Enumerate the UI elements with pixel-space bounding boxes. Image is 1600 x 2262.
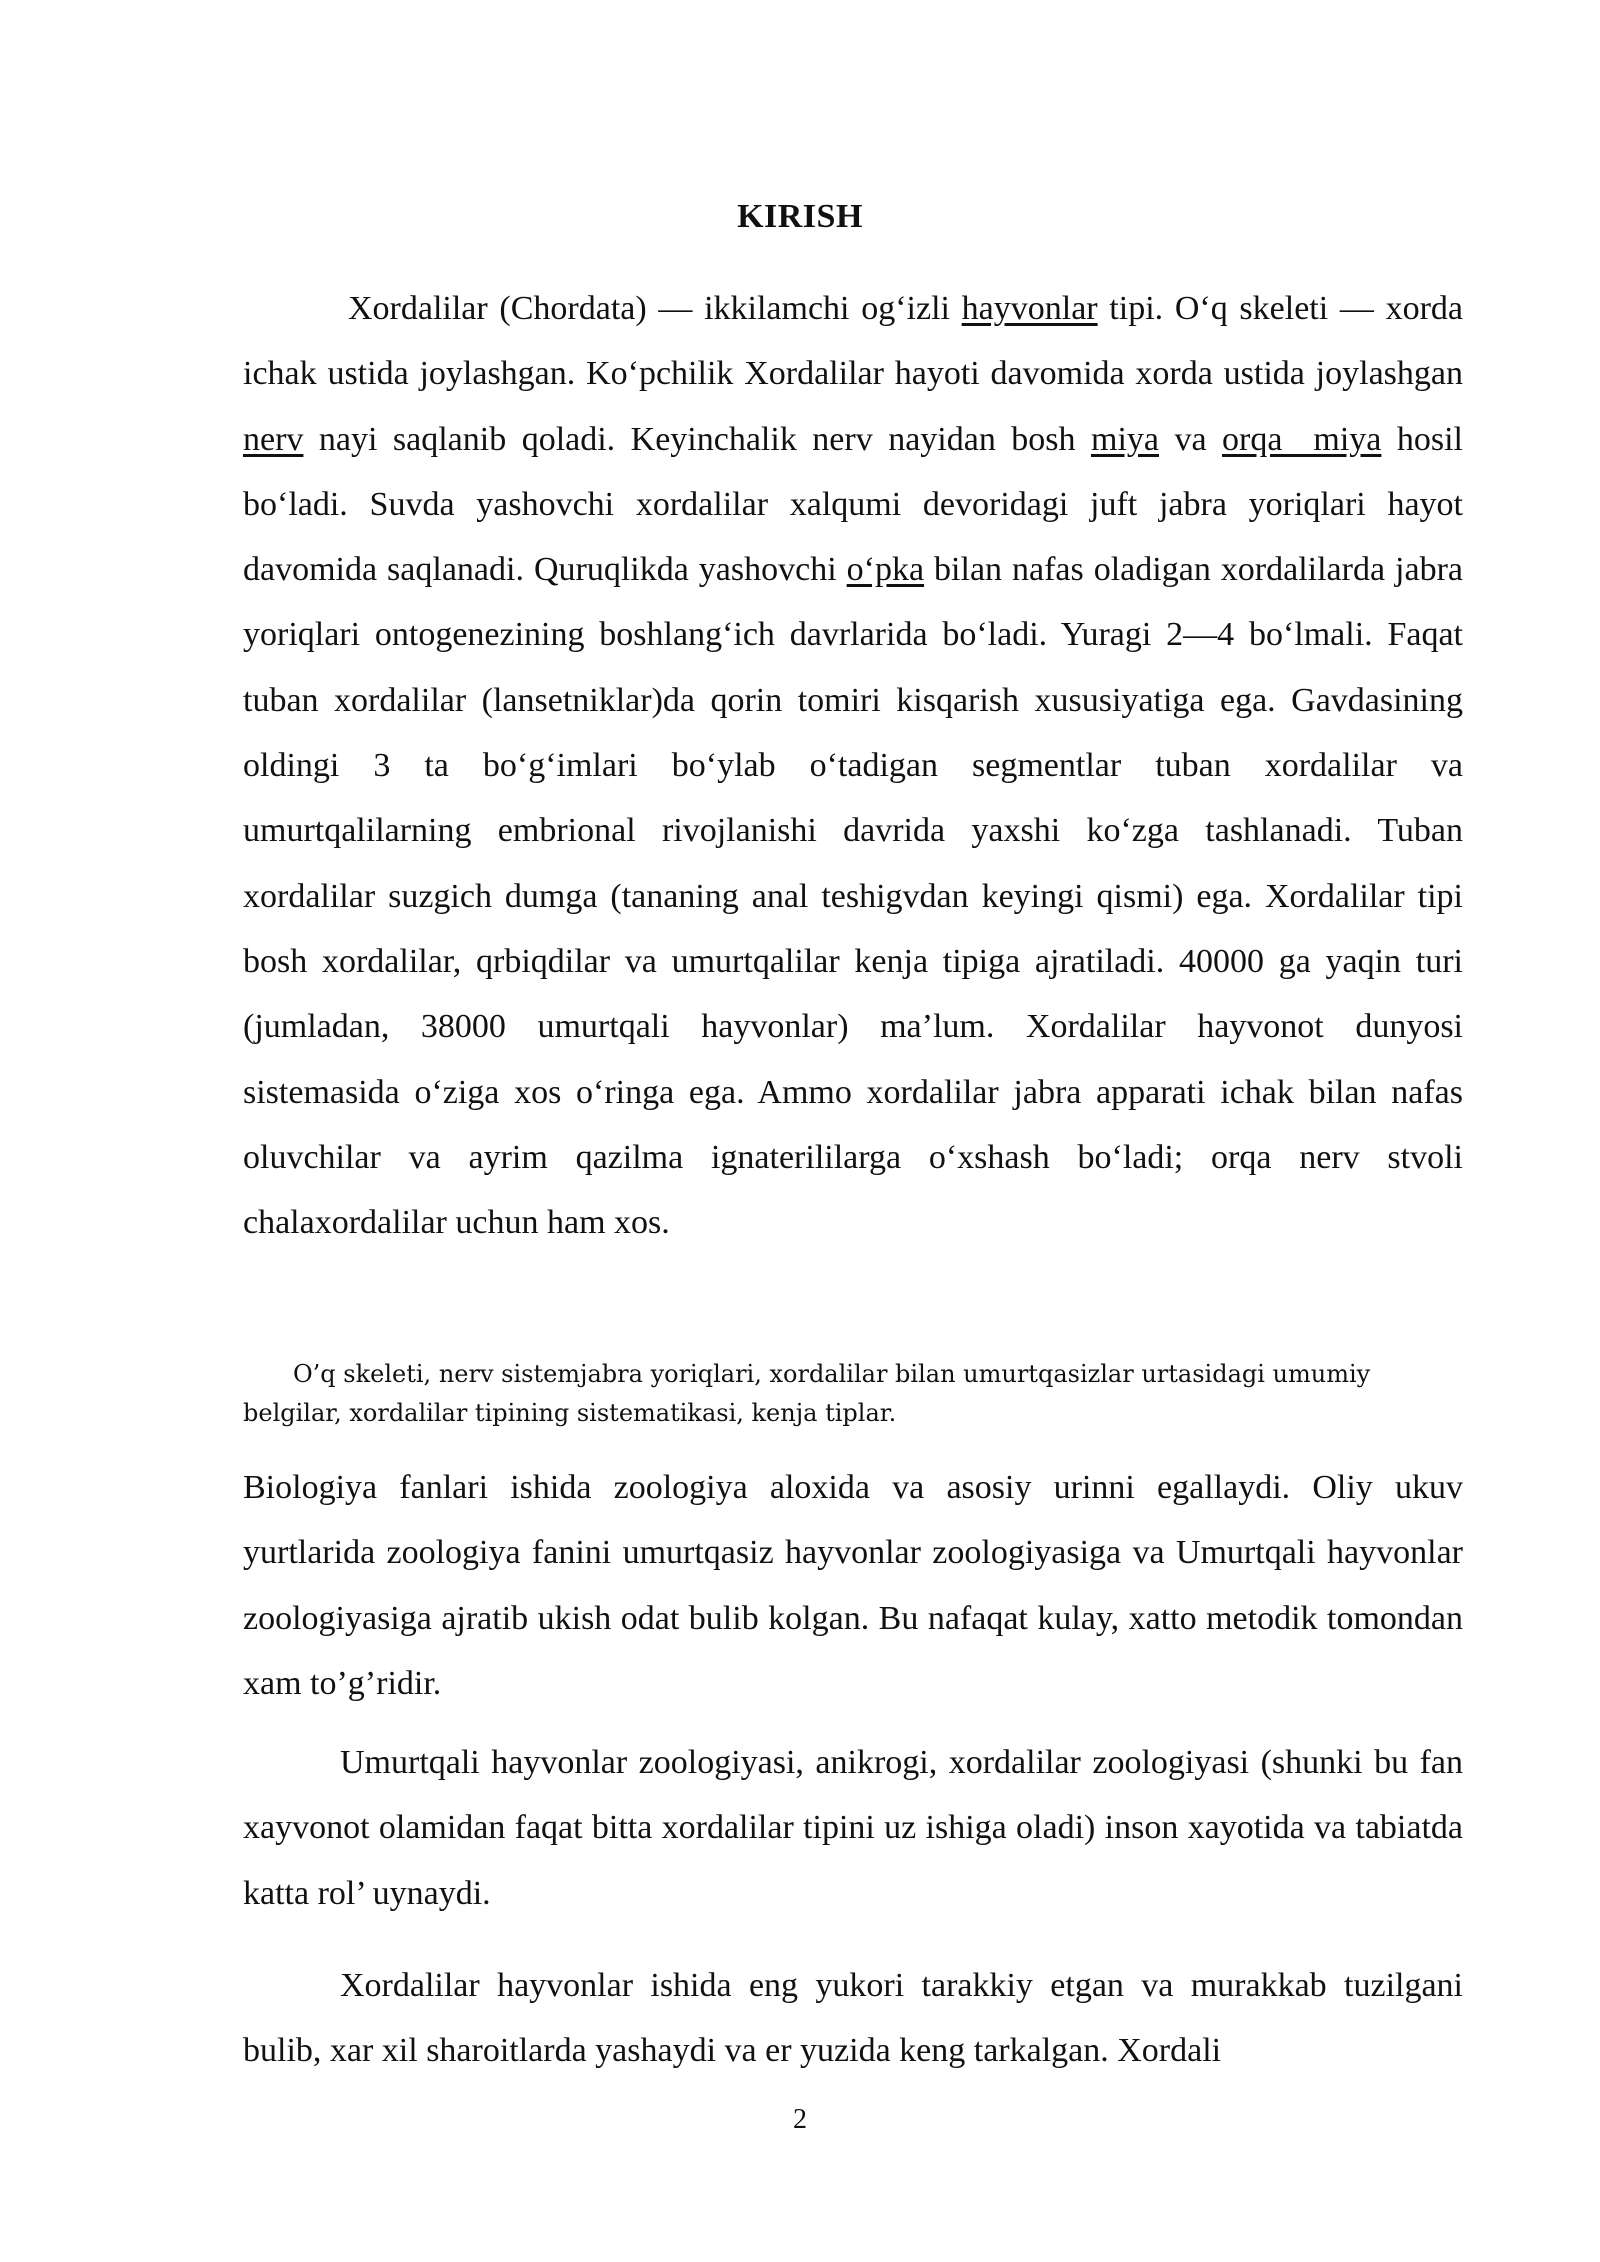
chordates-paragraph-block: [243, 1953, 1463, 2084]
page-number: 2: [793, 2104, 807, 2135]
section-caption: O’q skeleti, nerv sistemjabra yoriqlari, xordalilar bilan umurtqasizlar urtasidagi umumiy belgilar, xordalilar tipining sistematikasi, kenja tiplar.: [243, 1360, 1371, 1427]
text-segment: Xordalilar (Chordata) — ikkilamchi og‘izli: [348, 290, 962, 327]
paragraph-zoology: Umurtqali hayvonlar zoologiyasi, anikrogi, xordalilar zoologiyasi (shunki bu fan xayvonot olamidan faqat bitta xordalilar tipini uz ishiga oladi) inson xayotida va tabiatda katta rol’ uynaydi.: [243, 1744, 1463, 1912]
link-orqa-miya[interactable]: orqa miya: [1222, 420, 1382, 458]
paragraph-intro: [243, 276, 1463, 1255]
link-hayvonlar[interactable]: hayvonlar: [961, 290, 1098, 327]
page-heading: KIRISH: [737, 198, 863, 235]
zoology-paragraph-block: [243, 1730, 1463, 1926]
text-segment: hosil bo‘ladi. Suvda yashovchi xordalilar xalqumi devoridagi juft jabra yoriqlari hayot davomida saqlanadi. Quruqlikda yashovchi: [243, 420, 1464, 589]
text-segment: bilan nafas oladigan xordalilarda jabra yoriqlari ontogenezining boshlang‘ich davrlarida bo‘ladi. Yuragi 2—4 bo‘lmali. Faqat tuban xordalilar (lansetniklar)da qorin tomiri kisqarish xususiyatiga ega. Gavdasining oldingi 3 ta bo‘g‘imlari bo‘ylab o‘tadigan segmentlar tuban xordalilar va umurtqalilarning embrional rivojlanishi davrida yaxshi ko‘zga tashlanadi. Tuban xordalilar suzgich dumga (tananing anal teshigvdan keyingi qismi) ega. Xordalilar tipi bosh xordalilar, qrbiqdilar va umurtqalilar kenja tipiga ajratiladi. 40000 ga yaqin turi (jumladan, 38000 umurtqali hayvonlar) ma’lum. Xordalilar hayvonot dunyosi sistemasida o‘ziga xos o‘ringa ega. Ammo xordalilar jabra apparati ichak bilan nafas oluvchilar va ayrim qazilma ignaterililarga o‘xshash bo‘ladi; orqa nerv stvoli chalaxordalilar uchun ham xos.: [243, 551, 1463, 1242]
text-segment: tipi. O‘q skeleti — xorda ichak ustida joylashgan. Ko‘pchilik Xordalilar hayoti davomida xorda ustida joylashgan: [243, 290, 1463, 393]
biology-paragraph-block: [243, 1455, 1463, 1716]
paragraph-biology: Biologiya fanlari ishida zoologiya aloxida va asosiy urinni egallaydi. Oliy ukuv yurtlarida zoologiya fanini umurtqasiz hayvonlar zoologiyasiga va Umurtqali hayvonlar zoologiyasiga ajratib ukish odat bulib kolgan. Bu nafaqat kulay, xatto metodik tomondan xam to’g’ridir.: [243, 1469, 1463, 1702]
text-segment: va: [1159, 420, 1223, 458]
paragraph-chordates: Xordalilar hayvonlar ishida eng yukori tarakkiy etgan va murakkab tuzilgani bulib, xar xil sharoitlarda yashaydi va er yuzida keng tarkalgan. Xordali: [243, 1967, 1463, 2070]
intro-section: [243, 276, 1463, 1255]
text-segment: nayi saqlanib qoladi. Keyinchalik nerv nayidan bosh: [303, 420, 1092, 458]
link-nerv[interactable]: nerv: [243, 420, 304, 458]
link-opka[interactable]: o‘pka: [846, 551, 925, 589]
link-miya[interactable]: miya: [1091, 420, 1159, 458]
